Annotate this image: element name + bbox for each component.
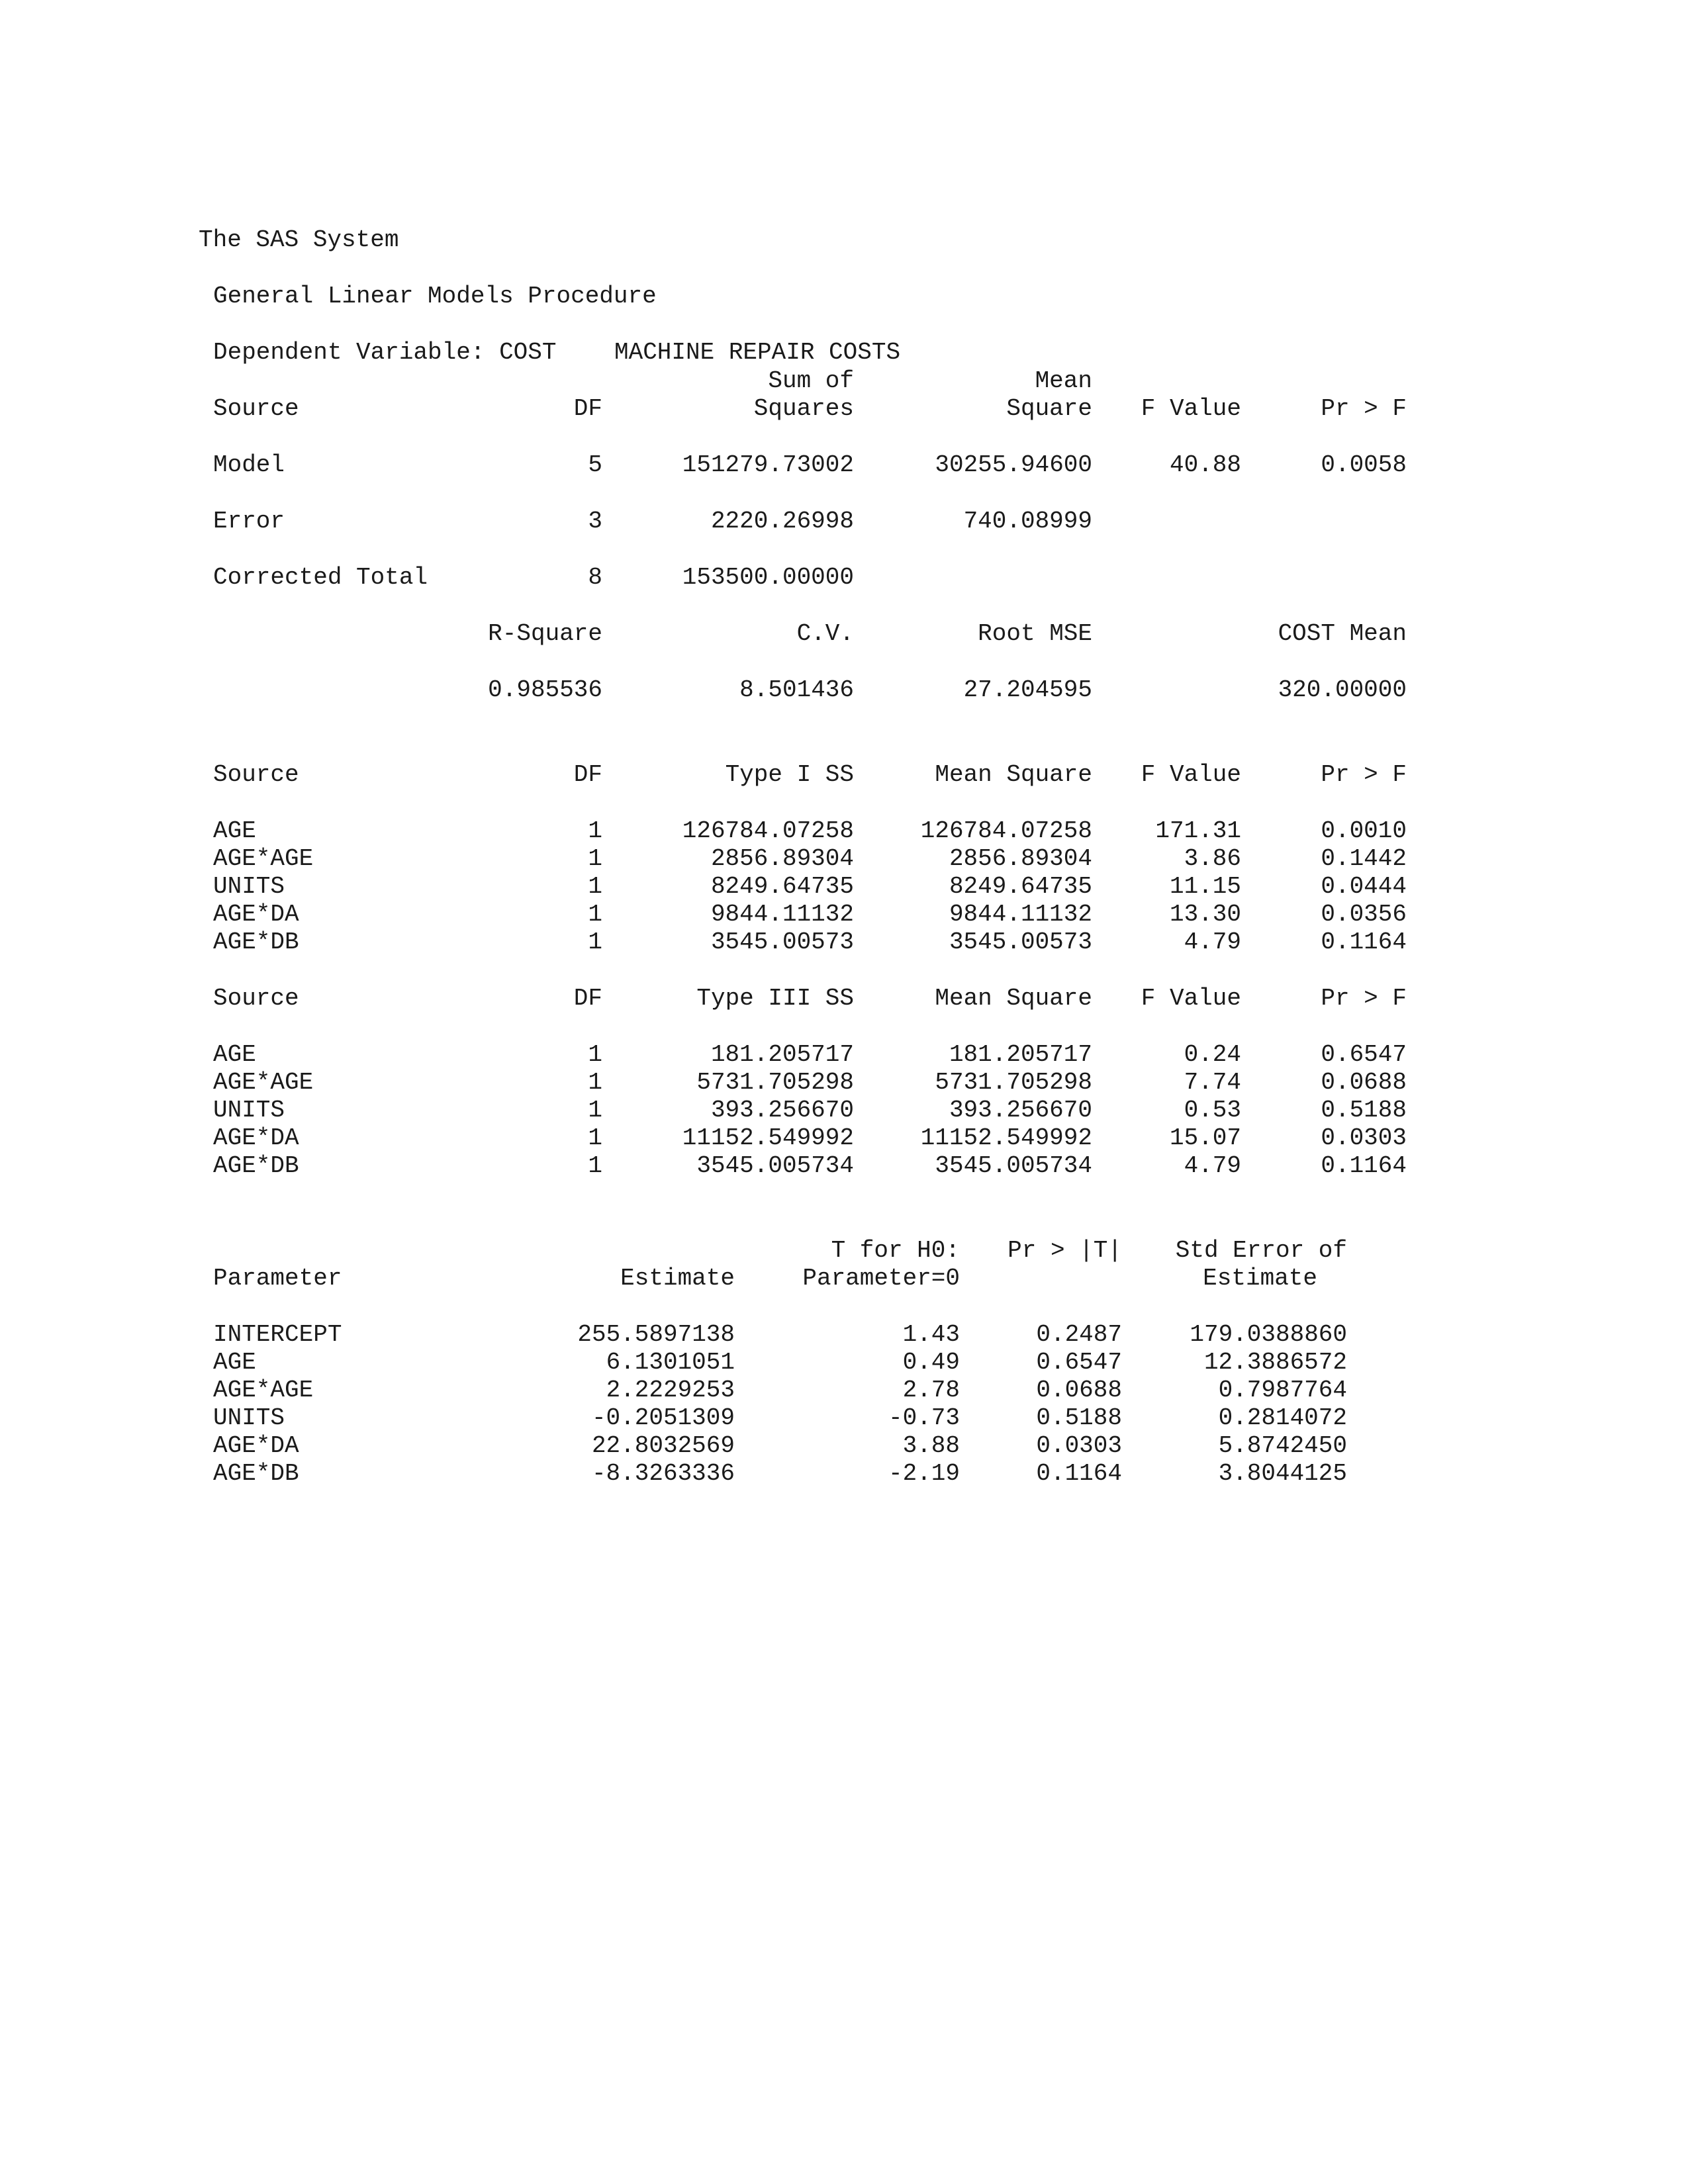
dependent-variable-label: Dependent Variable: COST [213,339,557,366]
anova-row-ms: 30255.94600 [935,451,1092,478]
type1-row-p: 0.1442 [1321,845,1407,872]
anova-row-ms: 740.08999 [963,508,1092,535]
anova-row-p: 0.0058 [1321,451,1407,478]
type3-row-p: 0.1164 [1321,1152,1407,1179]
params-header-t-top: T for H0: [831,1237,960,1264]
anova-row-f: 40.88 [1169,451,1241,478]
type3-row-ms: 5731.705298 [935,1069,1092,1096]
type1-row-df: 1 [588,929,602,956]
params-row-parameter: AGE*DB [213,1460,299,1487]
params-row-estimate: 255.5897138 [577,1321,735,1348]
procedure-title: General Linear Models Procedure [213,283,657,310]
params-row-p: 0.0303 [1036,1432,1122,1459]
anova-header-p: Pr > F [1321,395,1407,422]
params-row-p: 0.5188 [1036,1404,1122,1432]
anova-header-df: DF [573,395,602,422]
type1-row-ms: 3545.00573 [949,929,1092,956]
type3-row-ss: 11152.549992 [682,1124,854,1152]
params-row-parameter: UNITS [213,1404,285,1432]
type3-row-f: 4.79 [1184,1152,1241,1179]
params-row-t: 3.88 [902,1432,960,1459]
params-header-parameter: Parameter [213,1265,342,1292]
type3-header-f: F Value [1141,985,1241,1012]
type1-row-ss: 9844.11132 [710,901,854,928]
params-row-parameter: INTERCEPT [213,1321,342,1348]
type3-row-df: 1 [588,1097,602,1124]
params-row-parameter: AGE*DA [213,1432,299,1459]
params-row-t: 1.43 [902,1321,960,1348]
type3-row-ms: 3545.005734 [935,1152,1092,1179]
type3-row-df: 1 [588,1124,602,1152]
type1-row-p: 0.0444 [1321,873,1407,900]
anova-row-df: 3 [588,508,602,535]
type1-row-ss: 2856.89304 [710,845,854,872]
type3-header-df: DF [573,985,602,1012]
type3-header-ss: Type III SS [696,985,854,1012]
type1-row-f: 4.79 [1184,929,1241,956]
anova-row-source: Corrected Total [213,564,428,591]
type3-row-source: UNITS [213,1097,285,1124]
params-header-p: Pr > |T| [1008,1237,1122,1264]
type3-header-ms: Mean Square [935,985,1092,1012]
anova-row-ss: 151279.73002 [682,451,854,478]
params-row-estimate: 6.1301051 [606,1349,735,1376]
type1-row-df: 1 [588,873,602,900]
fit-value-root-mse: 27.204595 [963,676,1092,704]
type1-row-source: AGE*DB [213,929,299,956]
type1-row-p: 0.0010 [1321,817,1407,844]
type1-header-f: F Value [1141,761,1241,788]
params-row-p: 0.6547 [1036,1349,1122,1376]
type1-row-p: 0.1164 [1321,929,1407,956]
type3-row-f: 0.53 [1184,1097,1241,1124]
anova-header-ms-top: Mean [1035,367,1092,394]
type3-row-ms: 393.256670 [949,1097,1092,1124]
anova-row-source: Model [213,451,285,478]
type3-row-ms: 181.205717 [949,1041,1092,1068]
params-row-se: 3.8044125 [1218,1460,1347,1487]
type3-row-source: AGE [213,1041,256,1068]
type3-row-df: 1 [588,1041,602,1068]
anova-row-ss: 2220.26998 [710,508,854,535]
type3-row-ss: 5731.705298 [696,1069,854,1096]
type1-row-ss: 126784.07258 [682,817,854,844]
fit-value-rsquare: 0.985536 [488,676,602,704]
anova-header-ss: Squares [753,395,854,422]
type1-row-ms: 2856.89304 [949,845,1092,872]
type1-row-f: 3.86 [1184,845,1241,872]
type3-row-df: 1 [588,1069,602,1096]
params-row-se: 0.7987764 [1218,1377,1347,1404]
type1-row-source: AGE [213,817,256,844]
type3-header-p: Pr > F [1321,985,1407,1012]
params-header-t-bottom: Parameter=0 [802,1265,960,1292]
params-row-t: -2.19 [888,1460,960,1487]
anova-header-f: F Value [1141,395,1241,422]
type1-header-df: DF [573,761,602,788]
type3-row-df: 1 [588,1152,602,1179]
type1-header-ss: Type I SS [725,761,854,788]
params-row-estimate: 2.2229253 [606,1377,735,1404]
type3-row-p: 0.0688 [1321,1069,1407,1096]
params-row-estimate: -8.3263336 [591,1460,735,1487]
params-row-parameter: AGE [213,1349,256,1376]
anova-header-ms: Square [1006,395,1092,422]
fit-header-cv: C.V. [796,620,854,647]
type1-row-source: UNITS [213,873,285,900]
type3-row-p: 0.0303 [1321,1124,1407,1152]
type1-row-ms: 8249.64735 [949,873,1092,900]
type1-row-f: 11.15 [1169,873,1241,900]
type1-row-df: 1 [588,845,602,872]
params-row-se: 12.3886572 [1203,1349,1347,1376]
fit-header-cost-mean: COST Mean [1278,620,1407,647]
type1-header-ms: Mean Square [935,761,1092,788]
params-row-t: 2.78 [902,1377,960,1404]
anova-header-ss-top: Sum of [768,367,854,394]
anova-row-source: Error [213,508,285,535]
type1-row-ms: 9844.11132 [949,901,1092,928]
anova-row-df: 5 [588,451,602,478]
anova-row-df: 8 [588,564,602,591]
params-row-se: 5.8742450 [1218,1432,1347,1459]
anova-row-ss: 153500.00000 [682,564,854,591]
params-row-t: 0.49 [902,1349,960,1376]
anova-header-source: Source [213,395,299,422]
type3-row-source: AGE*DA [213,1124,299,1152]
type1-row-p: 0.0356 [1321,901,1407,928]
type3-row-ms: 11152.549992 [920,1124,1092,1152]
type1-row-source: AGE*DA [213,901,299,928]
type1-row-f: 13.30 [1169,901,1241,928]
type3-row-ss: 3545.005734 [696,1152,854,1179]
type3-header-source: Source [213,985,299,1012]
fit-value-cost-mean: 320.00000 [1278,676,1407,704]
params-row-t: -0.73 [888,1404,960,1432]
type3-row-p: 0.5188 [1321,1097,1407,1124]
fit-header-root-mse: Root MSE [978,620,1092,647]
params-row-estimate: 22.8032569 [591,1432,735,1459]
params-header-se-bottom: Estimate [1203,1265,1317,1292]
params-row-p: 0.2487 [1036,1321,1122,1348]
type1-row-ss: 3545.00573 [710,929,854,956]
type1-row-f: 171.31 [1155,817,1241,844]
params-row-p: 0.1164 [1036,1460,1122,1487]
type1-row-ms: 126784.07258 [920,817,1092,844]
params-header-se-top: Std Error of [1175,1237,1347,1264]
type3-row-f: 7.74 [1184,1069,1241,1096]
type1-row-df: 1 [588,817,602,844]
type1-row-df: 1 [588,901,602,928]
type3-row-ss: 393.256670 [710,1097,854,1124]
type3-row-source: AGE*AGE [213,1069,314,1096]
type1-header-source: Source [213,761,299,788]
params-row-p: 0.0688 [1036,1377,1122,1404]
params-header-estimate: Estimate [620,1265,735,1292]
type3-row-ss: 181.205717 [710,1041,854,1068]
params-row-parameter: AGE*AGE [213,1377,314,1404]
system-title: The SAS System [199,226,399,253]
params-row-se: 179.0388860 [1190,1321,1347,1348]
params-row-se: 0.2814072 [1218,1404,1347,1432]
type3-row-f: 15.07 [1169,1124,1241,1152]
fit-header-rsquare: R-Square [488,620,602,647]
dependent-variable-description: MACHINE REPAIR COSTS [614,339,901,366]
type3-row-source: AGE*DB [213,1152,299,1179]
type1-header-p: Pr > F [1321,761,1407,788]
type3-row-p: 0.6547 [1321,1041,1407,1068]
type1-row-ss: 8249.64735 [710,873,854,900]
type3-row-f: 0.24 [1184,1041,1241,1068]
fit-value-cv: 8.501436 [739,676,854,704]
params-row-estimate: -0.2051309 [591,1404,735,1432]
type1-row-source: AGE*AGE [213,845,314,872]
